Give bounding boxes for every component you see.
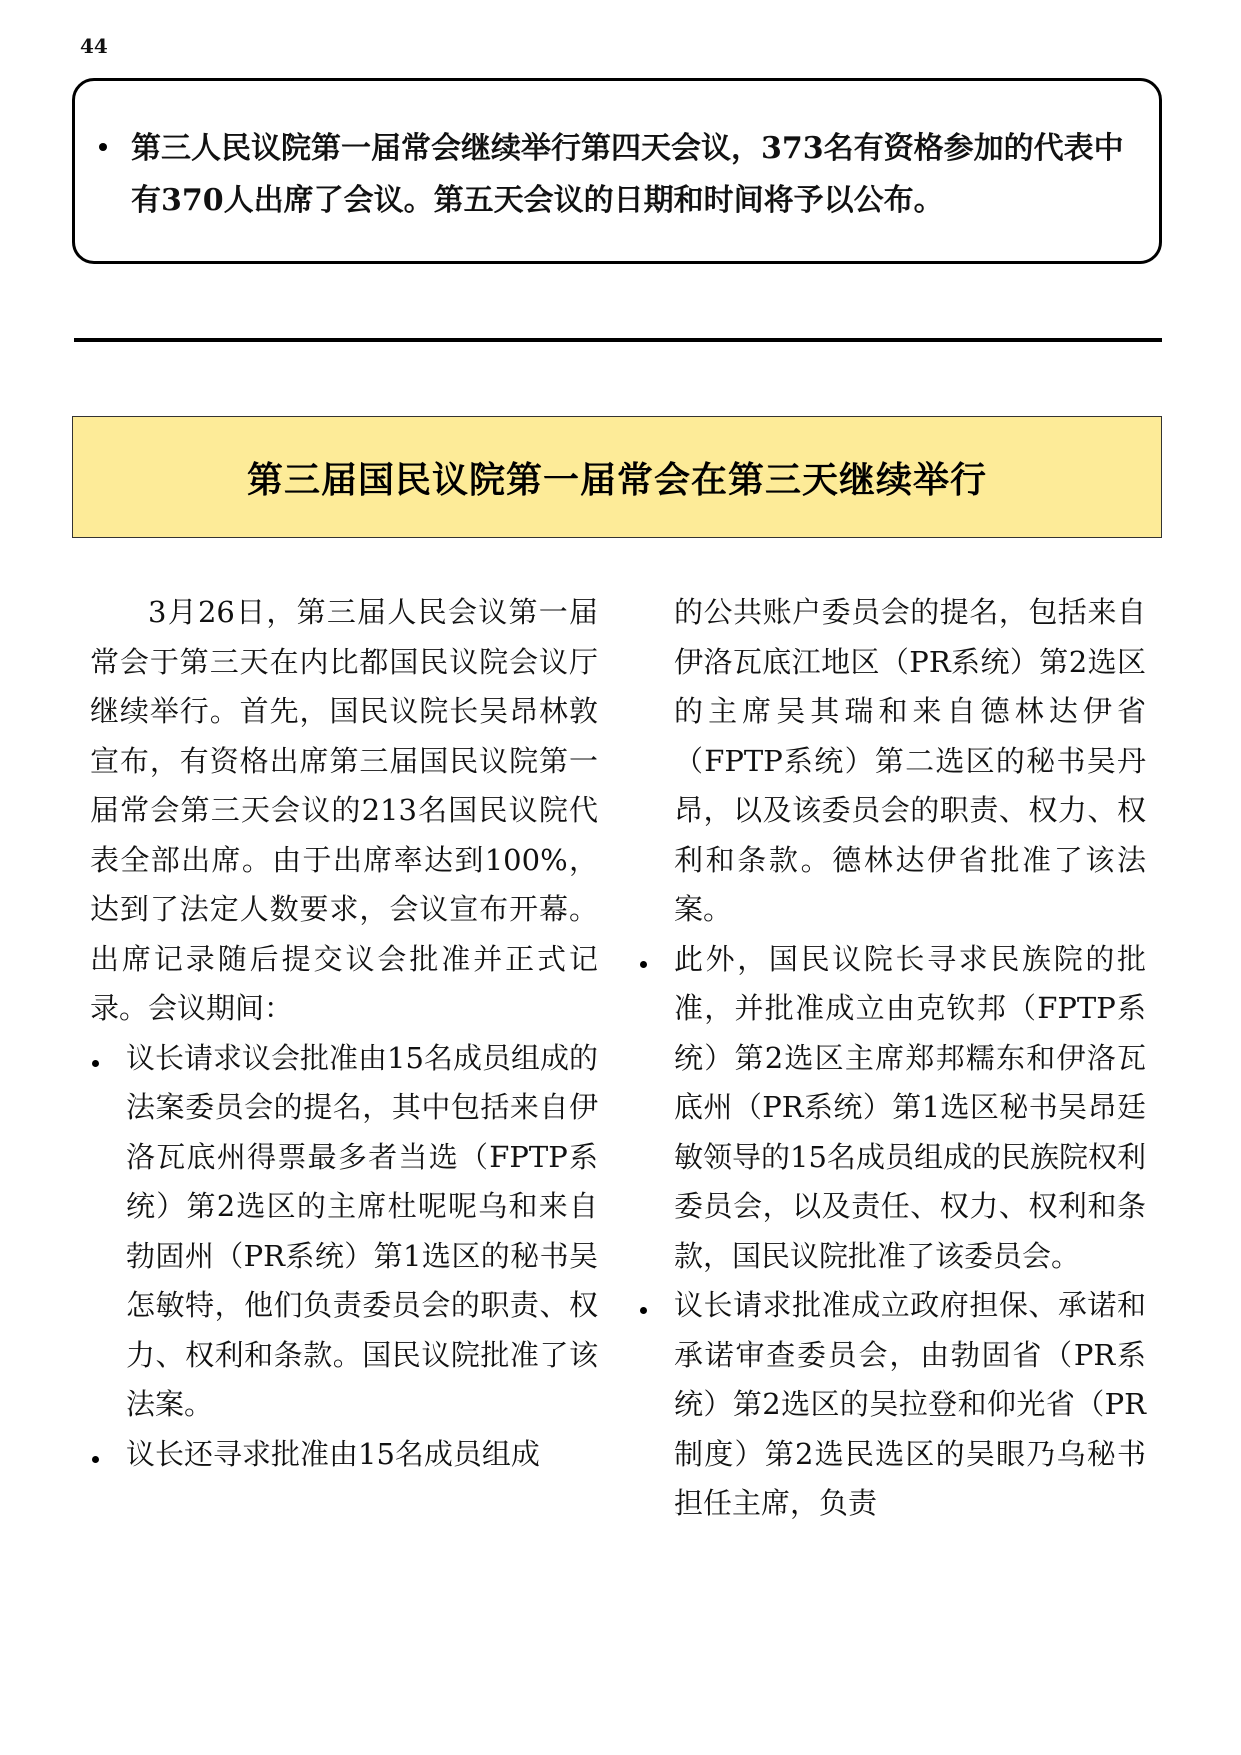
continued-paragraph: 的公共账户委员会的提名，包括来自伊洛瓦底江地区（PR系统）第2选区的主席吴其瑞和来自德林达伊省（FPTP系统）第二选区的秘书吴丹昂，以及该委员会的职责、权力、权利和条款。德林达伊省批准了该法案。 — [674, 595, 1146, 926]
bullet-dot-icon — [92, 1060, 99, 1067]
summary-bullet-text: 第三人民议院第一届常会继续举行第四天会议，373名有资格参加的代表中有370人出席了会议。第五天会议的日期和时间将予以公布。 — [131, 131, 1124, 218]
list-item-text: 议长请求议会批准由15名成员组成的法案委员会的提名，其中包括来自伊洛瓦底州得票最多者当选（FPTP系统）第2选区的主席杜呢呢乌和来自勃固州（PR系统）第1选区的秘书吴怎敏特，他们负责委员会的职责、权力、权利和条款。国民议院批准了该法案。 — [126, 1040, 598, 1421]
list-item — [90, 1430, 598, 1480]
bullet-dot-icon — [99, 143, 107, 151]
list-item — [90, 1034, 598, 1430]
left-bullet-list — [90, 1034, 598, 1480]
list-item — [638, 935, 1146, 1282]
intro-paragraph: 3月26日，第三届人民会议第一届常会于第三天在内比都国民议院会议厅继续举行。首先，国民议院长吴昂林敦宣布，有资格出席第三届国民议院第一届常会第三天会议的213名国民议院代表全部出席。由于出席率达到100%，达到了法定人数要求，会议宣布开幕。出席记录随后提交议会批准并正式记录。会议期间： — [90, 595, 598, 1025]
headline-banner — [72, 416, 1162, 538]
section-divider — [74, 338, 1162, 342]
bullet-dot-icon — [640, 1307, 647, 1314]
right-bullet-list — [638, 935, 1146, 1529]
list-item — [638, 1281, 1146, 1529]
article-left-column — [90, 588, 598, 1479]
list-item-text: 议长还寻求批准由15名成员组成 — [126, 1436, 540, 1471]
page-number: 44 — [80, 34, 108, 58]
summary-bullet-item — [91, 123, 1145, 227]
bullet-dot-icon — [92, 1456, 99, 1463]
bullet-dot-icon — [640, 961, 647, 968]
article-headline: 第三届国民议院第一届常会在第三天继续举行 — [246, 458, 987, 501]
list-item-text: 议长请求批准成立政府担保、承诺和承诺审查委员会，由勃固省（PR系统）第2选区的吴拉登和仰光省（PR制度）第2选民选区的吴眼乃乌秘书担任主席，负责 — [674, 1288, 1146, 1520]
article-right-column — [638, 588, 1146, 1529]
list-item-text: 此外，国民议院长寻求民族院的批准，并批准成立由克钦邦（FPTP系统）第2选区主席郑邦糯东和伊洛瓦底州（PR系统）第1选区秘书吴昂廷敏领导的15名成员组成的民族院权利委员会，以及责任、权力、权利和条款，国民议院批准了该委员会。 — [674, 941, 1146, 1273]
summary-box — [72, 78, 1162, 264]
